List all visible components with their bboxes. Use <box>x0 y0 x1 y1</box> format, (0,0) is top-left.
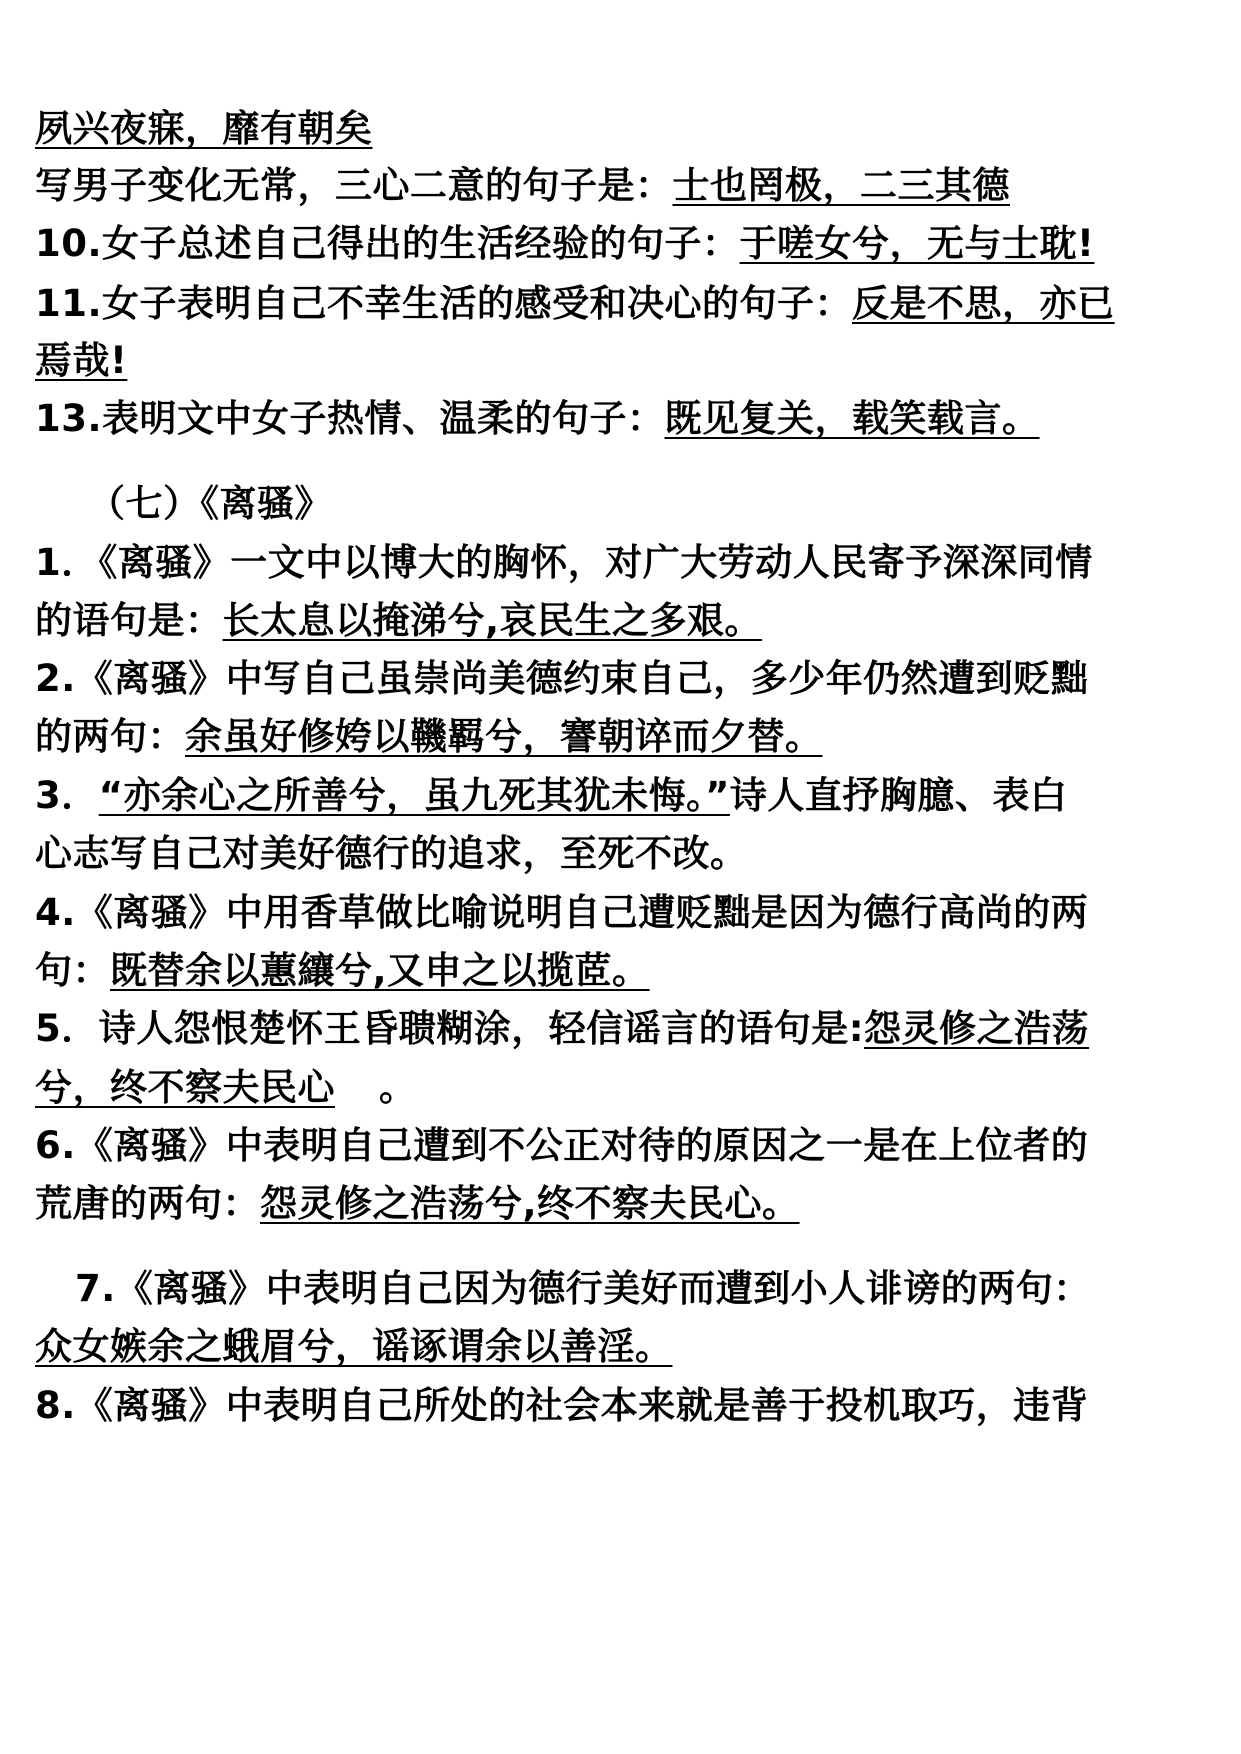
line-8 <box>35 540 1215 586</box>
line-1 <box>35 106 1215 152</box>
section-title <box>88 481 1241 527</box>
line-6 <box>35 396 1215 442</box>
text-10: 2.《离骚》中写自己虽崇尚美德约束自己，多少年仍然遭到贬黜 <box>35 657 1089 700</box>
answer-5: 焉哉! <box>35 339 128 382</box>
line-17 <box>35 1065 1215 1111</box>
question-3: 10.女子总述自己得出的生活经验的句子： <box>35 222 740 265</box>
question-6: 13.表明文中女子热情、温柔的句子： <box>35 397 665 440</box>
line-15 <box>35 948 1215 994</box>
answer-6: 既见复关，载笑载言。 <box>664 397 1040 440</box>
line-16 <box>35 1006 1215 1052</box>
text-18: 6.《离骚》中表明自己遭到不公正对待的原因之一是在上位者的 <box>35 1124 1089 1167</box>
section-title-text: （七）《离骚》 <box>88 482 332 525</box>
question-4: 11.女子表明自己不幸生活的感受和决心的句子： <box>35 282 853 325</box>
answer-11: 余虽好修姱以鞿羁兮，謇朝谇而夕替。 <box>185 715 823 758</box>
line-12 <box>35 773 1215 819</box>
answer-17: 兮，终不察夫民心 <box>35 1066 335 1109</box>
text-20: 7.《离骚》中表明自己因为德行美好而遭到小人诽谤的两句： <box>75 1267 1091 1310</box>
answer-4: 反是不思，亦已 <box>852 282 1115 325</box>
answer-16: 怨灵修之浩荡 <box>864 1007 1090 1050</box>
answer-15: 既替余以蕙纕兮,又申之以揽茝。 <box>110 949 650 992</box>
question-11: 的两句： <box>35 715 185 758</box>
line-4 <box>35 281 1215 327</box>
answer-19: 怨灵修之浩荡兮,终不察夫民心。 <box>260 1182 800 1225</box>
answer-21: 众女嫉余之蛾眉兮，谣诼谓余以善淫。 <box>35 1325 673 1368</box>
prefix-12: 3． <box>35 774 99 817</box>
text-22: 8.《离骚》中表明自己所处的社会本来就是善于投机取巧，违背 <box>35 1384 1089 1427</box>
answer-1: 夙兴夜寐，靡有朝矣 <box>35 107 373 150</box>
line-11 <box>35 714 1215 760</box>
line-10 <box>35 656 1215 702</box>
tail-17: 。 <box>379 1066 417 1109</box>
line-5 <box>35 338 1215 384</box>
answer-9: 长太息以掩涕兮,哀民生之多艰。 <box>222 599 763 642</box>
rest-12: 诗人直抒胸臆、表白 <box>729 774 1068 817</box>
line-14 <box>35 890 1215 936</box>
line-20 <box>75 1266 1241 1312</box>
question-9: 的语句是： <box>35 599 223 642</box>
line-18 <box>35 1123 1215 1169</box>
line-3 <box>35 221 1215 267</box>
question-19: 荒唐的两句： <box>35 1182 260 1225</box>
line-22 <box>35 1383 1215 1429</box>
answer-12: “亦余心之所善兮，虽九死其犹未悔。” <box>98 774 730 817</box>
question-15: 句： <box>35 949 110 992</box>
question-16: 5．诗人怨恨楚怀王昏聩糊涂，轻信谣言的语句是: <box>35 1007 865 1050</box>
answer-2: 士也罔极，二三其德 <box>672 164 1010 207</box>
line-13 <box>35 831 1215 877</box>
line-21 <box>35 1324 1215 1370</box>
text-8: 1．《离骚》一文中以博大的胸怀，对广大劳动人民寄予深深同情 <box>35 541 1093 584</box>
line-19 <box>35 1181 1215 1227</box>
text-13: 心志写自己对美好德行的追求，至死不改。 <box>35 832 748 875</box>
question-2: 写男子变化无常，三心二意的句子是： <box>35 164 673 207</box>
line-9 <box>35 598 1215 644</box>
line-2 <box>35 163 1215 209</box>
text-14: 4.《离骚》中用香草做比喻说明自己遭贬黜是因为德行高尚的两 <box>35 891 1089 934</box>
answer-3: 于嗟女兮，无与士耽! <box>739 222 1095 265</box>
